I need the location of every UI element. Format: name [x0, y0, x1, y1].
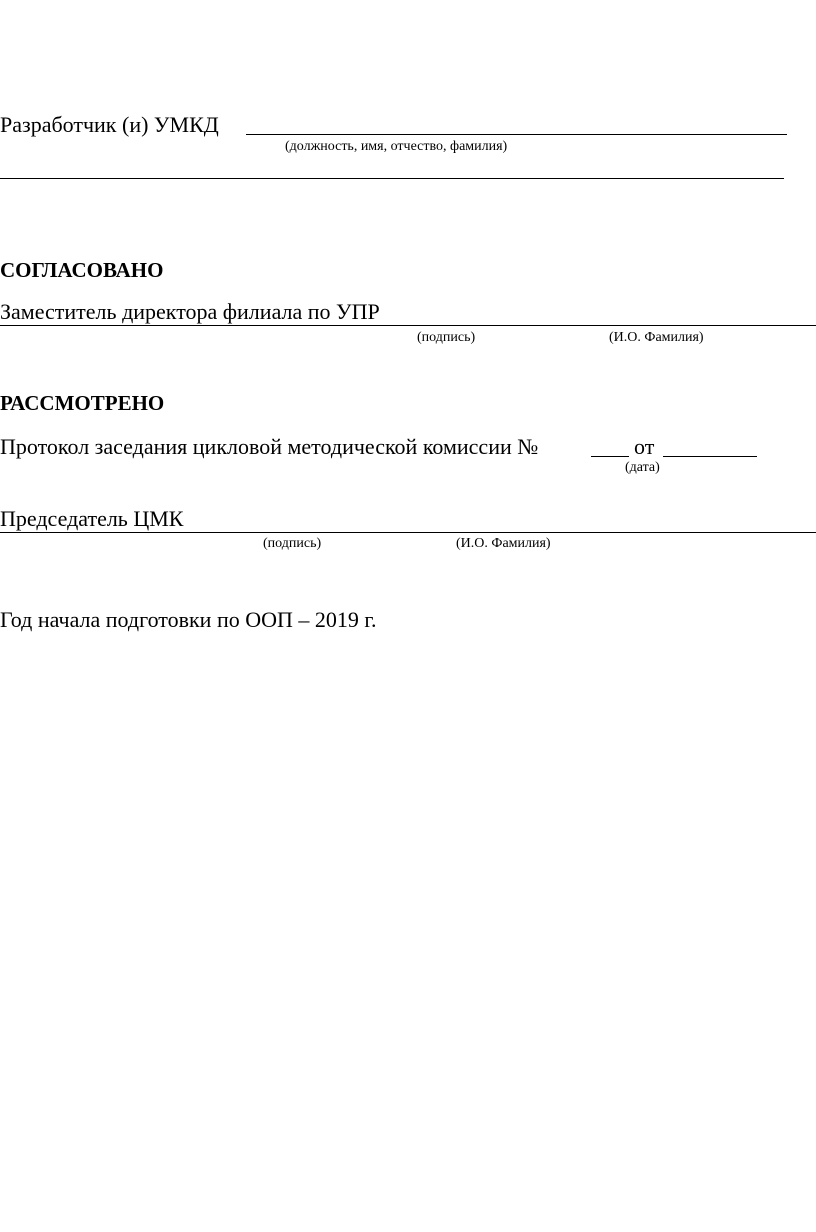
protocol-from-label: от [634, 434, 655, 459]
developer-signature-line [246, 134, 787, 135]
protocol-label: Протокол заседания цикловой методической комиссии № [0, 434, 539, 459]
agreed-heading: СОГЛАСОВАНО [0, 258, 164, 282]
agreed-position: Заместитель директора филиала по УПР [0, 299, 380, 324]
protocol-date-line [663, 456, 757, 457]
developer-second-line [0, 178, 784, 179]
chair-name-caption: (И.О. Фамилия) [456, 536, 551, 551]
year-line: Год начала подготовки по ООП – 2019 г. [0, 607, 377, 632]
developer-caption: (должность, имя, отчество, фамилия) [285, 139, 508, 154]
protocol-date-caption: (дата) [625, 460, 660, 475]
agreed-name-caption: (И.О. Фамилия) [609, 330, 704, 345]
agreed-signature-caption: (подпись) [417, 330, 476, 345]
chair-label: Председатель ЦМК [0, 506, 184, 531]
agreed-signature-line [0, 325, 816, 326]
reviewed-heading: РАССМОТРЕНО [0, 391, 165, 415]
developer-label: Разработчик (и) УМКД [0, 112, 219, 137]
chair-signature-caption: (подпись) [263, 536, 322, 551]
protocol-number-line [591, 456, 629, 457]
chair-signature-line [0, 532, 816, 533]
